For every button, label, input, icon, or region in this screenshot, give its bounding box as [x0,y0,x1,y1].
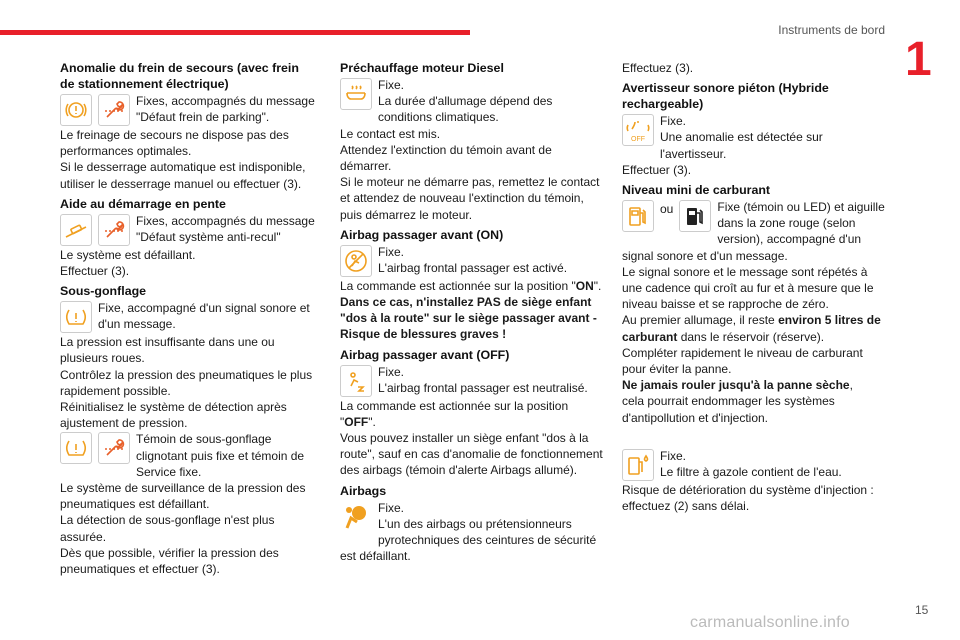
icon-description: Fixe. [660,448,687,463]
water-in-diesel-icon [622,449,654,481]
brake-warning-icon [60,94,92,126]
icon-description: Fixes, accompagnés du message "Défaut frein de parking". [136,94,315,125]
paragraph: Le signal sonore et le message sont répétés à une cadence qui croît au fur et à mesure que le niveau baisse et se rapproche de zéro. [622,264,874,312]
heading-emergency-brake: Anomalie du frein de secours (avec frein de stationnement électrique) [60,61,299,91]
or-text: ou [660,202,674,217]
paragraph: Dès que possible, vérifier la pression des pneumatiques et effectuer (3). [60,545,279,577]
paragraph: La commande est actionnée sur la position "OFF". [340,398,569,429]
off-icon-label: OFF [631,136,645,144]
tire-pressure-icon [60,432,92,464]
heading-airbag-on: Airbag passager avant (ON) [340,227,504,242]
paragraph: Si le moteur ne démarre pas, remettez le contact et attendez de nouveau l'extinction du témoin, puis démarrez le moteur. [340,175,600,222]
service-wrench-icon [98,214,130,246]
paragraph: Ne jamais rouler jusqu'à la panne sèche, [622,378,853,393]
paragraph: Effectuer (3). [622,162,692,177]
tire-pressure-icon [60,301,92,333]
fuel-reserve-amount: environ 5 litres de carburant [622,313,881,344]
paragraph: Vous pouvez installer un siège enfant "dos à la route", sauf en cas d'anomalie de fonctionnement des airbags (témoin d'alerte Airbags allumé). [340,431,603,478]
column-1 [60,56,316,577]
icon-description: Fixe. [378,244,405,259]
icon-description: L'airbag frontal passager est neutralisé. [378,380,588,395]
heading-preheating: Préchauffage moteur Diesel [340,61,504,75]
paragraph: Le contact est mis. [340,126,441,141]
paragraph: Réinitialisez le système de détection après ajustement de pression. [60,400,287,431]
icon-description: Témoin de sous-gonflage clignotant puis fixe et témoin de Service fixe. [136,432,305,479]
heading-airbags: Airbags [340,483,387,498]
paragraph: Si le desserrage automatique est indisponible, utiliser le desserrage manuel ou effectuer (3). [60,160,306,191]
column-2 [340,56,604,564]
glow-plug-icon [340,78,372,110]
icon-description: Fixe. [660,114,687,129]
paragraph: Le système est défaillant. [60,247,196,262]
icon-description: Fixe (témoin ou LED) et aiguille dans la zone rouge (selon version), accompagné d'un signal sonore et d'un message. [622,200,885,263]
icon-description: Fixe. [378,364,405,379]
pedestrian-horn-icon [622,114,654,146]
column-3 [622,60,890,514]
paragraph: Risque de détérioration du système d'injection : effectuez (2) sans délai. [622,482,874,514]
page-number: 15 [915,603,929,617]
service-wrench-icon [98,432,130,464]
chapter-number: 1 [905,33,932,86]
icon-description: La durée d'allumage dépend des conditions climatiques. [378,94,553,125]
icon-description: Fixes, accompagnés du message "Défaut système anti-recul" [136,213,315,245]
icon-description: Le filtre à gazole contient de l'eau. [660,465,842,480]
icon-description: Une anomalie est détectée sur l'avertisseur. [660,130,823,161]
section-header: Instruments de bord [778,23,885,37]
heading-hill-start: Aide au démarrage en pente [60,196,226,211]
heading-underinflation: Sous-gonflage [60,284,147,299]
heading-low-fuel: Niveau mini de carburant [622,183,771,198]
paragraph: La détection de sous-gonflage n'est plus assurée. [60,513,275,544]
watermark: carmanualsonline.info [690,614,850,631]
warning-paragraph: Dans ce cas, n'installez PAS de siège enfant "dos à la route" sur le siège passager avant - Risque de blessures graves ! [340,295,597,342]
icon-description: Fixe, accompagné d'un signal sonore et d'un message. [98,301,310,332]
airbag-off-icon [340,365,372,397]
airbag-fault-icon [340,501,372,533]
paragraph: cela pourrait endommager les systèmes d'antipollution et d'injection. [622,394,835,425]
heading-airbag-off: Airbag passager avant (OFF) [340,347,510,362]
service-wrench-icon [98,94,130,126]
icon-description: L'un des airbags ou prétensionneurs pyrotechniques des ceintures de sécurité est défaillant. [340,516,597,564]
airbag-on-icon [340,245,372,277]
hill-start-icon [60,214,92,246]
fuel-pump-icon [622,200,654,232]
paragraph: Attendez l'extinction du témoin avant de démarrer. [340,142,552,174]
icon-description: Fixe. [378,500,405,515]
paragraph: Contrôlez la pression des pneumatiques le plus rapidement possible. [60,367,313,398]
paragraph: Effectuez (3). [622,61,694,75]
paragraph: Le système de surveillance de la pression des pneumatiques est défaillant. [60,481,306,512]
fuel-led-icon [679,200,711,232]
header-accent-bar [0,30,470,35]
icon-description: L'airbag frontal passager est activé. [378,261,568,276]
paragraph: Le freinage de secours ne dispose pas des performances optimales. [60,128,289,159]
paragraph: Effectuer (3). [60,264,130,279]
paragraph: La commande est actionnée sur la position "ON". [340,278,602,293]
paragraph: Au premier allumage, il reste environ 5 litres de carburant dans le réservoir (réserve). [622,313,881,344]
paragraph: La pression est insuffisante dans une ou plusieurs roues. [60,335,275,366]
on-label: ON [575,278,594,293]
paragraph: Compléter rapidement le niveau de carburant pour éviter la panne. [622,345,863,377]
icon-description: Fixe. [378,78,405,92]
heading-pedestrian-horn: Avertisseur sonore piéton (Hybride rechargeable) [622,81,829,112]
off-label: OFF [344,414,369,429]
